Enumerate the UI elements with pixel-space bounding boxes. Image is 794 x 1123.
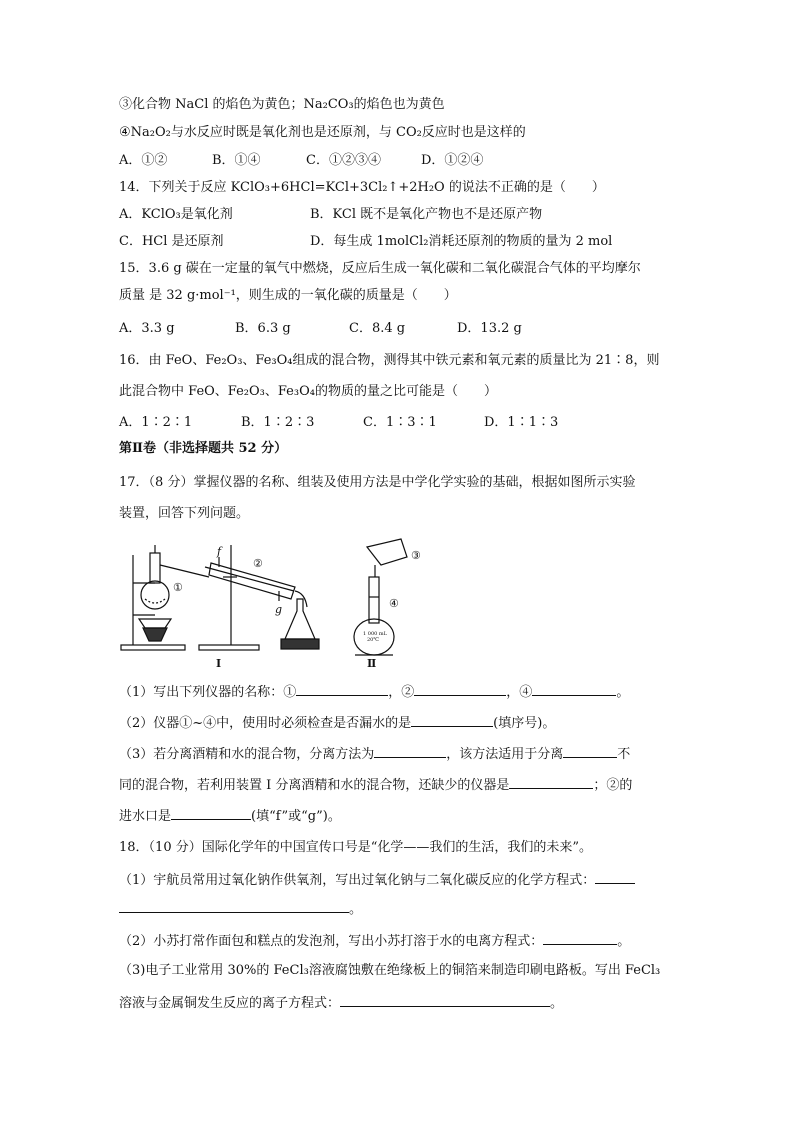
q17-answer-1[interactable] <box>296 683 388 696</box>
q18-part1-text: （1）宇航员常用过氧化钠作供氧剂，写出过氧化钠与二氧化碳反应的化学方程式： <box>119 873 596 888</box>
q17-part1-sep4: ，④ <box>506 685 533 700</box>
q17-answer-4[interactable] <box>532 683 616 696</box>
q17-part3-text: （3）若分离酒精和水的混合物，分离方法为 <box>119 747 375 762</box>
label-3: ③ <box>411 549 421 562</box>
question-15-line1: 15．3.6 g 碳在一定量的氧气中燃烧，反应后生成一氧化碳和二氧化碳混合气体的平均摩尔 <box>119 261 641 276</box>
q16-option-b[interactable]: B．1∶2∶3 <box>241 415 315 430</box>
q18-part1 <box>119 871 635 890</box>
question-14: 14．下列关于反应 KClO₃+6HCl=KCl+3Cl₂↑+2H₂O 的说法不正确的是（ ） <box>119 180 605 195</box>
q17-part3-line2 <box>119 776 632 795</box>
q13-option-a[interactable]: A．①② <box>119 153 168 168</box>
q18-part3b-end: 。 <box>550 996 564 1011</box>
q17-part3 <box>119 745 630 764</box>
q15-option-b[interactable]: B．6.3 g <box>235 321 291 336</box>
q18-answer-1b[interactable] <box>119 900 349 913</box>
q14-option-b[interactable]: B．KCl 既不是氧化产物也不是还原产物 <box>310 207 543 222</box>
q15-option-a[interactable]: A．3.3 g <box>119 321 175 336</box>
label-4: ④ <box>389 597 399 610</box>
q17-part3c-end: (填“f”或“g”)。 <box>251 809 341 824</box>
q17-answer-method[interactable] <box>374 745 446 758</box>
q17-part2-end: (填序号)。 <box>493 716 556 731</box>
q17-answer-suitable[interactable] <box>563 745 617 758</box>
q18-part2-text: （2）小苏打常作面包和糕点的发泡剂，写出小苏打溶于水的电离方程式： <box>119 934 544 949</box>
receiver-stand <box>281 639 319 649</box>
stand-base-left <box>121 645 185 650</box>
q17-part3b-end: ；②的 <box>593 778 633 793</box>
q18-part3-line2 <box>119 994 563 1013</box>
q17-answer-missing[interactable] <box>509 776 593 789</box>
label-2: ② <box>253 557 263 570</box>
q18-part3-line1: （3)电子工业常用 30%的 FeCl₃溶液腐蚀敷在绝缘板上的铜箔来制造印刷电路板。写出 FeCl₃ <box>119 963 661 978</box>
label-g: g <box>275 603 283 616</box>
q17-part3-mid: ，该方法适用于分离 <box>446 747 564 762</box>
condenser-jacket <box>209 563 295 599</box>
q17-part1-text: （1）写出下列仪器的名称：① <box>119 685 297 700</box>
q16-option-c[interactable]: C．1∶3∶1 <box>363 415 437 430</box>
q17-answer-2[interactable] <box>414 683 506 696</box>
apparatus-figure <box>119 533 439 673</box>
section-heading: 第Ⅱ卷（非选择题共 52 分） <box>119 441 288 456</box>
q17-answer-inlet[interactable] <box>171 807 251 820</box>
q17-part3c-text: 进水口是 <box>119 809 172 824</box>
q15-option-d[interactable]: D．13.2 g <box>457 321 522 336</box>
label-1: ① <box>173 581 183 594</box>
q14-option-d[interactable]: D．每生成 1molCl₂消耗还原剂的物质的量为 2 mol <box>310 234 613 249</box>
q18-part1-end: 。 <box>349 902 363 917</box>
q18-part2 <box>119 932 630 951</box>
q17-part3b-text: 同的混合物，若利用装置 I 分离酒精和水的混合物，还缺少的仪器是 <box>119 778 510 793</box>
beaker <box>367 539 407 565</box>
flask-temperature: 20℃ <box>367 637 379 643</box>
question-15-line2: 质量 是 32 g·mol⁻¹，则生成的一氧化碳的质量是（ ） <box>119 288 457 303</box>
caption-I: I <box>216 657 222 670</box>
stand-base-right <box>199 645 259 650</box>
question-16-line1: 16．由 FeO、Fe₂O₃、Fe₃O₄组成的混合物，测得其中铁元素和氧元素的质量比为 21∶8，则 <box>119 353 660 368</box>
statement-3: ③化合物 NaCl 的焰色为黄色；Na₂CO₃的焰色也为黄色 <box>119 97 445 112</box>
q18-answer-2[interactable] <box>543 932 617 945</box>
q17-part2-text: （2）仪器①~④中，使用时必须检查是否漏水的是 <box>119 716 412 731</box>
q18-part2-end: 。 <box>617 934 631 949</box>
q17-part1-end: 。 <box>616 685 630 700</box>
q13-option-c[interactable]: C．①②③④ <box>306 153 381 168</box>
statement-4: ④Na₂O₂与水反应时既是氧化剂也是还原剂，与 CO₂反应时也是这样的 <box>119 125 526 140</box>
question-18: 18．（10 分）国际化学年的中国宣传口号是“化学——我们的生活，我们的未来”。 <box>119 840 593 855</box>
q17-answer-leak[interactable] <box>411 714 493 727</box>
q18-answer-1a[interactable] <box>595 871 635 884</box>
q13-option-b[interactable]: B．①④ <box>212 153 261 168</box>
receiving-flask <box>285 599 315 639</box>
q17-part1-sep2: ，② <box>388 685 415 700</box>
caption-II: Ⅱ <box>367 657 377 670</box>
distilling-flask-neck <box>150 553 160 583</box>
label-f: f <box>217 545 222 558</box>
q16-option-d[interactable]: D．1∶1∶3 <box>484 415 559 430</box>
question-16-line2: 此混合物中 FeO、Fe₂O₃、Fe₃O₄的物质的量之比可能是（ ） <box>119 384 497 399</box>
q16-option-a[interactable]: A．1∶2∶1 <box>119 415 193 430</box>
q14-option-c[interactable]: C．HCl 是还原剂 <box>119 234 224 249</box>
question-17-line1: 17．（8 分）掌握仪器的名称、组装及使用方法是中学化学实验的基础，根据如图所示实验 <box>119 475 636 490</box>
q18-part3b-text: 溶液与金属铜发生反应的离子方程式： <box>119 996 341 1011</box>
q18-answer-3[interactable] <box>340 994 550 1007</box>
q18-part1-line2 <box>119 900 362 919</box>
q14-option-a[interactable]: A．KClO₃是氧化剂 <box>119 207 233 222</box>
q15-option-c[interactable]: C．8.4 g <box>349 321 406 336</box>
q17-part3-line3 <box>119 807 341 826</box>
question-17-line2: 装置，回答下列问题。 <box>119 506 250 521</box>
q17-part1 <box>119 683 629 702</box>
q17-part3-end: 不 <box>617 747 631 762</box>
flask-capacity: 1 000 mL <box>363 631 387 637</box>
distilling-flask-body <box>141 581 169 609</box>
q13-option-d[interactable]: D．①②④ <box>421 153 484 168</box>
volumetric-flask-neck <box>369 577 379 623</box>
q17-part2 <box>119 714 555 733</box>
burner <box>143 628 167 641</box>
